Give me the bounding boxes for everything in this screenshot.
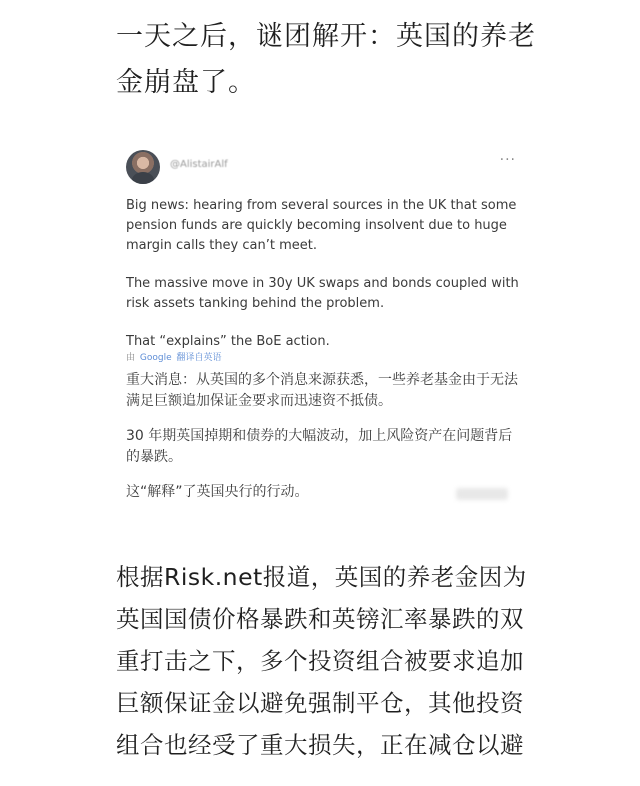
tweet-paragraph: Big news: hearing from several sources in the UK that some pension funds are quickly becoming insolvent due to huge margin calls they can’t meet. xyxy=(126,198,517,253)
article-heading: 一天之后，谜团解开：英国的养老金崩盘了。 xyxy=(116,21,536,98)
more-dots-icon[interactable]: ··· xyxy=(499,152,516,168)
translation-note-suffix: 翻译自英语 xyxy=(176,353,222,363)
article-body: 根据Risk.net报道，英国的养老金因为英国国债价格暴跌和英镑汇率暴跌的双重打击之下，多个投资组合被要求追加巨额保证金以避免强制平仓，其他投资组合也经受了重大损失，正在减仓以避 xyxy=(116,563,527,759)
translated-paragraph: 30 年期英国掉期和债券的大幅波动，加上风险资产在问题背后的暴跌。 xyxy=(126,428,513,465)
blurred-watermark xyxy=(456,488,508,500)
translated-paragraph: 这“解释”了英国央行的行动。 xyxy=(126,484,309,500)
tweet-paragraph: That “explains” the BoE action. xyxy=(126,334,330,349)
tweet-paragraph: The massive move in 30y UK swaps and bonds coupled with risk assets tanking behind the problem. xyxy=(126,276,519,311)
tweet-text xyxy=(126,196,521,352)
translation-brand: Google xyxy=(139,353,172,363)
tweet-header xyxy=(126,150,516,186)
translation-note[interactable] xyxy=(126,350,222,363)
translated-paragraph: 重大消息：从英国的多个消息来源获悉，一些养老基金由于无法满足巨额追加保证金要求而迅速资不抵债。 xyxy=(126,372,518,409)
avatar[interactable] xyxy=(126,150,160,184)
tweet-handle[interactable]: @AlistairAlf xyxy=(170,159,228,170)
tweet-embed[interactable] xyxy=(116,140,526,520)
translation-note-prefix: 由 xyxy=(126,353,136,363)
